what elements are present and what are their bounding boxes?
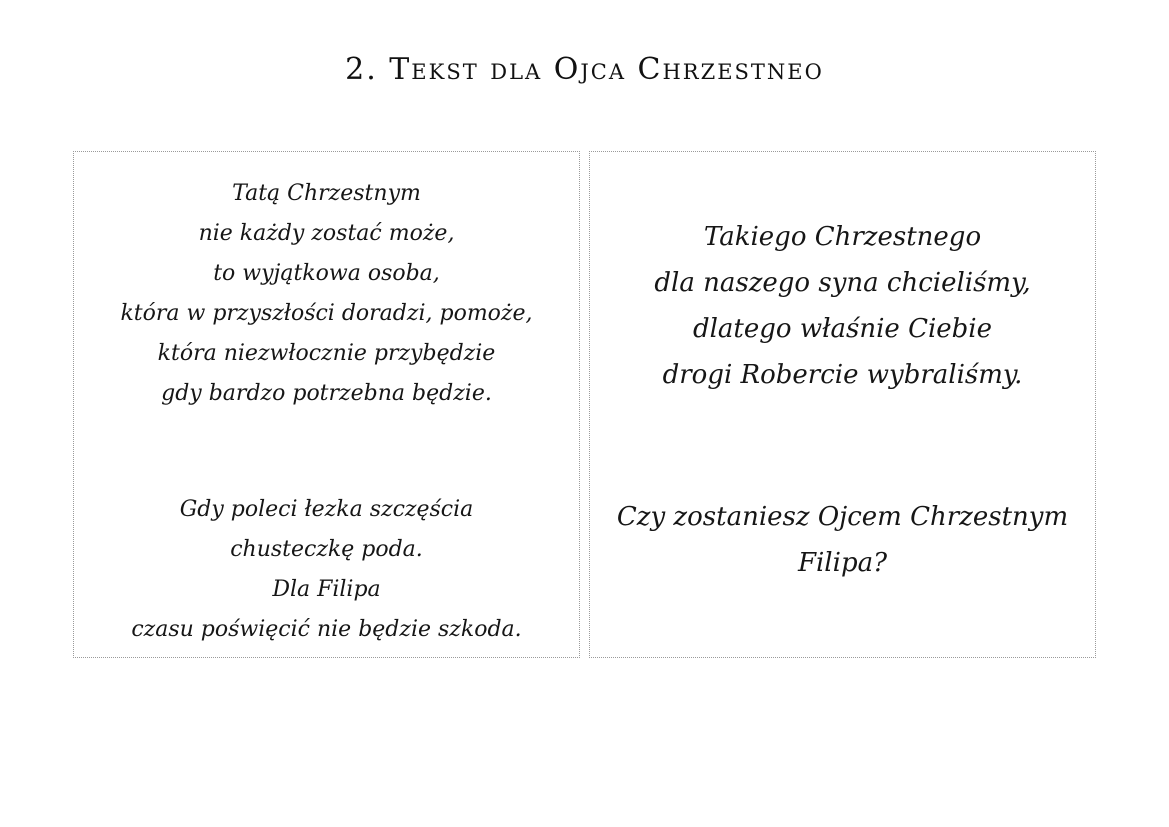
verse-line: dlatego właśnie Ciebie (692, 314, 993, 344)
verse-line: Filipa? (797, 548, 888, 578)
card-godfather-question (589, 151, 1096, 658)
verse-line: Tatą Chrzestnym (232, 181, 421, 206)
verse-line: dla naszego syna chcieliśmy, (654, 268, 1031, 298)
verse-line: która w przyszłości doradzi, pomoże, (120, 301, 533, 326)
verse-line: gdy bardzo potrzebna będzie. (161, 381, 492, 406)
verse-line: chusteczkę poda. (230, 537, 423, 562)
stanza-intro (74, 174, 579, 414)
verse-line: czasu poświęcić nie będzie szkoda. (131, 617, 522, 642)
stanza-question (590, 494, 1095, 586)
verse-line: Czy zostaniesz Ojcem Chrzestnym (616, 502, 1069, 532)
stanza-closing (74, 490, 579, 650)
card-godfather-poem (73, 151, 580, 658)
page-title: 2. Tekst dla Ojca Chrzestneo (345, 52, 824, 87)
verse-line: która niezwłocznie przybędzie (157, 341, 496, 366)
verse-line: Takiego Chrzestnego (703, 222, 982, 252)
verse-line: Gdy poleci łezka szczęścia (179, 497, 474, 522)
verse-line: drogi Robercie wybraliśmy. (662, 360, 1023, 390)
stanza-intro (590, 214, 1095, 398)
verse-line: nie każdy zostać może, (198, 221, 455, 246)
verse-line: to wyjątkowa osoba, (213, 261, 440, 286)
verse-line: Dla Filipa (272, 577, 381, 602)
